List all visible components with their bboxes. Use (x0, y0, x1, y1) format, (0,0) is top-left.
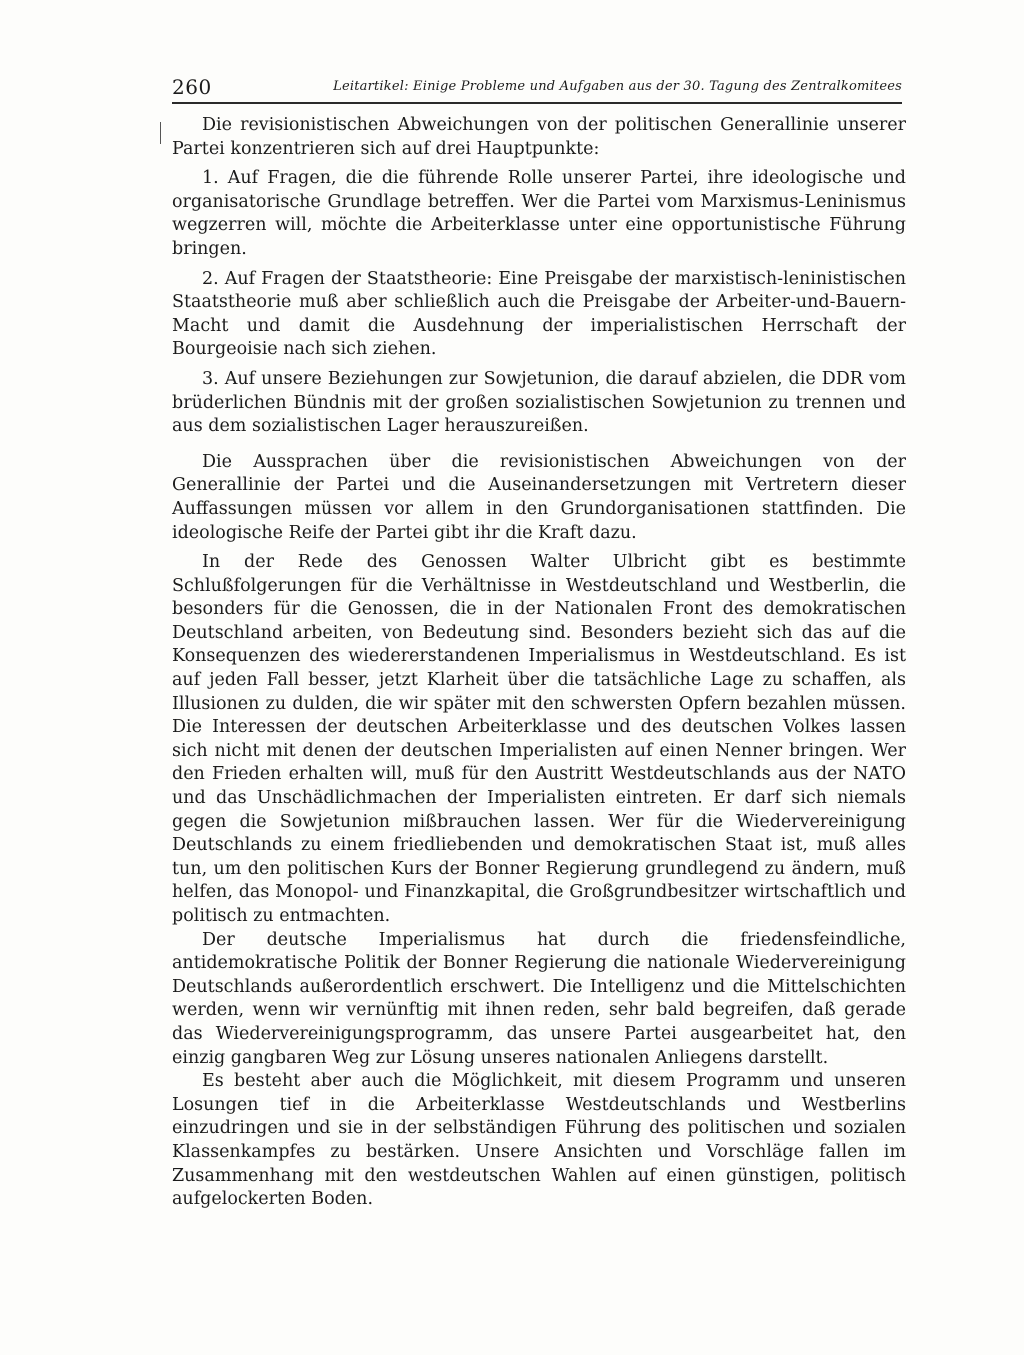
paragraph-point-1: 1. Auf Fragen, die die führende Rolle unserer Partei, ihre ideologische und organisatorische Grundlage betreffen. Wer die Partei vom Marxismus-Leninismus wegzerren will, möchte die Arbeiterklasse unter eine opportunistische Führung bringen. (172, 168, 906, 259)
paragraph-imperialismus: Der deutsche Imperialismus hat durch die friedensfeindliche, antidemokratische Politik der Bonner Regierung die nationale Wiedervereinigung Deutschlands außerordentlich erschwert. Die Intelligenz und die Mittelschichten werden, wenn wir vernünftig mit ihnen reden, sehr bald begreifen, daß gerade das Wiedervereinigungsprogramm, das unsere Partei ausgearbeitet hat, den einzig gangbaren Weg zur Lösung unseres nationalen Anliegens darstellt. (172, 929, 906, 1068)
header-rule (172, 102, 902, 104)
margin-mark (160, 122, 161, 144)
page-number: 260 (172, 75, 212, 99)
paragraph-ulbricht: In der Rede des Genossen Walter Ulbricht gibt es bestimmte Schlußfolgerungen für die Verhältnisse in Westdeutschland und Westberlin, die besonders für die Genossen, die in der Nationalen Front des demokratischen Deutschland arbeiten, von Bedeutung sind. Besonders bezieht sich das auf die Konsequenzen des wiedererstandenen Imperialismus in Westdeutschland. Es ist auf jeden Fall besser, jetzt Klarheit über die tatsächliche Lage zu schaffen, als Illusionen zu dulden, die wir später mit den schwersten Opfern bezahlen müssen. Die Interessen der deutschen Arbeiterklasse und des deutschen Volkes lassen sich nicht mit denen der deutschen Imperialisten auf einen Nenner bringen. Wer den Frieden erhalten will, muß für den Austritt Westdeutschlands aus der NATO und das Unschädlichmachen der Imperialisten eintreten. Er darf sich niemals gegen die Sowjetunion mißbrauchen lassen. Wer für die Wiedervereinigung Deutschlands zu einem friedliebenden und demokratischen Staat ist, muß alles tun, um den politischen Kurs der Bonner Regierung grundlegend zu ändern, muß helfen, das Monopol- und Finanzkapital, die Großgrundbesitzer wirtschaftlich und politisch zu entmachten. (172, 552, 906, 926)
paragraph-point-2: 2. Auf Fragen der Staatstheorie: Eine Preisgabe der marxistisch-leninistischen Staatstheorie muß aber schließlich auch die Preisgabe der Arbeiter-und-Bauern-Macht und damit die Ausdehnung der imperialistischen Herrschaft der Bourgeoisie nach sich ziehen. (172, 268, 906, 360)
paragraph-point-3: 3. Auf unsere Beziehungen zur Sowjetunion, die darauf abzielen, die DDR vom brüderlichen Bündnis mit der großen sozialistischen Sowjetunion zu trennen und aus dem sozialistischen Lager herauszureißen. (172, 368, 906, 437)
paragraph-moeglichkeit: Es besteht aber auch die Möglichkeit, mit diesem Programm und unseren Losungen tief in die Arbeiterklasse Westdeutschlands und Westberlins einzudringen und sie in der selbständigen Führung des politischen und sozialen Klassenkampfes zu bestärken. Unsere Ansichten und Vorschläge fallen im Zusammenhang mit den westdeutschen Wahlen auf einen günstigen, politisch aufgelockerten Boden. (172, 1071, 906, 1210)
page-header (172, 74, 902, 100)
running-head: Leitartikel: Einige Probleme und Aufgaben aus der 30. Tagung des Zentralkomitees (333, 79, 902, 94)
article-body (172, 114, 906, 1212)
paragraph-aussprachen: Die Aussprachen über die revisionistischen Abweichungen von der Generallinie der Partei und die Auseinandersetzungen mit Vertretern dieser Auffassungen müssen vor allem in den Grundorganisationen stattfinden. Die ideologische Reife der Partei gibt ihr die Kraft dazu. (172, 451, 906, 543)
paragraph-intro: Die revisionistischen Abweichungen von der politischen Generallinie unserer Partei konzentrieren sich auf drei Hauptpunkte: (172, 115, 906, 159)
